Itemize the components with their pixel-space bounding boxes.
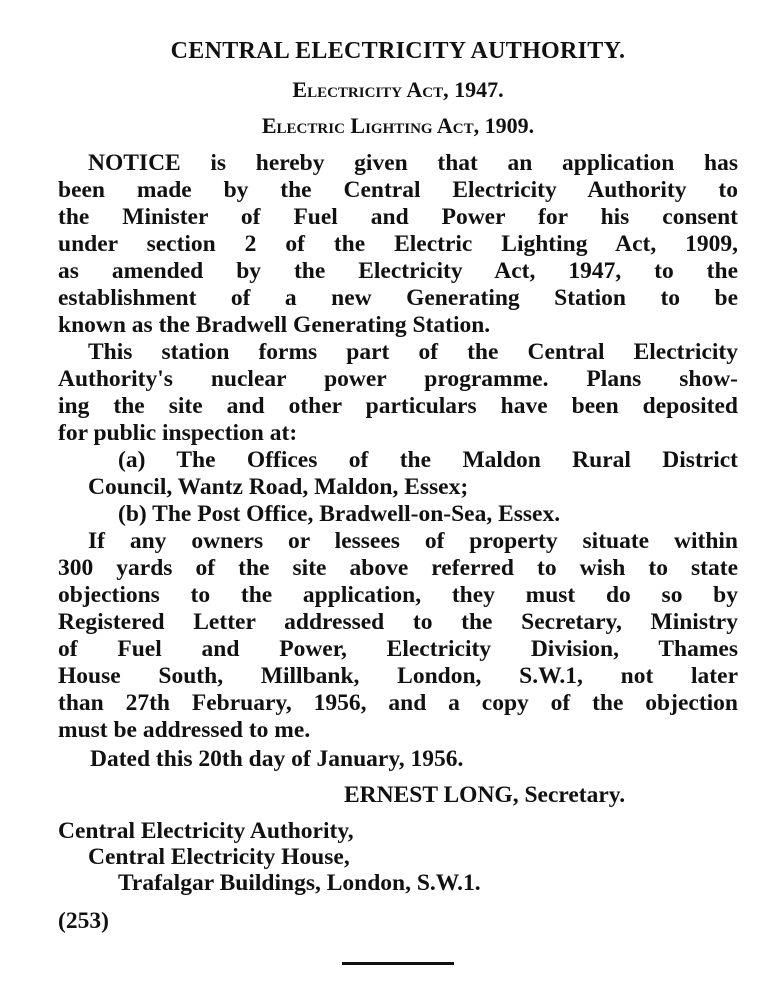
text-line: 300 yards of the site above referred to wish to state bbox=[58, 555, 738, 581]
text-line: under section 2 of the Electric Lighting Act, 1909, bbox=[58, 231, 738, 257]
text-line: for public inspection at: bbox=[58, 420, 298, 446]
divider-rule bbox=[342, 962, 454, 965]
text-line: must be addressed to me. bbox=[58, 717, 311, 743]
text-line: been made by the Central Electricity Authority to bbox=[58, 177, 738, 203]
text-line: objections to the application, they must do so by bbox=[58, 582, 738, 608]
authority-title: CENTRAL ELECTRICITY AUTHORITY. bbox=[170, 38, 626, 64]
act-1909-heading: Electric Lighting Act, 1909. bbox=[261, 113, 535, 138]
text-line: the Minister of Fuel and Power for his consent bbox=[58, 204, 738, 230]
location-item-a: (a) The Offices of the Maldon Rural District bbox=[118, 447, 738, 473]
text-line: House South, Millbank, London, S.W.1, not later bbox=[58, 663, 738, 689]
location-item-b: (b) The Post Office, Bradwell-on-Sea, Essex. bbox=[118, 501, 561, 527]
reference-number: (253) bbox=[58, 908, 109, 934]
text-line: establishment of a new Generating Station to be bbox=[58, 285, 738, 311]
text-line: If any owners or lessees of property situate within bbox=[88, 528, 738, 554]
text-line: Authority's nuclear power programme. Plans show- bbox=[58, 366, 738, 392]
text-line: as amended by the Electricity Act, 1947, to the bbox=[58, 258, 738, 284]
address-line: Trafalgar Buildings, London, S.W.1. bbox=[118, 870, 481, 896]
text-line: than 27th February, 1956, and a copy of the objection bbox=[58, 690, 738, 716]
dated-line: Dated this 20th day of January, 1956. bbox=[90, 746, 464, 772]
act-1947-heading: Electricity Act, 1947. bbox=[292, 77, 504, 102]
address-line: Central Electricity House, bbox=[88, 844, 350, 870]
text-line: Registered Letter addressed to the Secretary, Ministry bbox=[58, 609, 738, 635]
text-line: ing the site and other particulars have been deposited bbox=[58, 393, 738, 419]
address-line: Central Electricity Authority, bbox=[58, 818, 354, 844]
signature: ERNEST LONG, Secretary. bbox=[344, 782, 626, 808]
text-line: This station forms part of the Central Electricity bbox=[88, 339, 738, 365]
text-line: of Fuel and Power, Electricity Division, Thames bbox=[58, 636, 738, 662]
text-line: NOTICE is hereby given that an application has bbox=[88, 150, 738, 176]
text-line: known as the Bradwell Generating Station. bbox=[58, 312, 491, 338]
location-item-a-cont: Council, Wantz Road, Maldon, Essex; bbox=[88, 474, 469, 500]
